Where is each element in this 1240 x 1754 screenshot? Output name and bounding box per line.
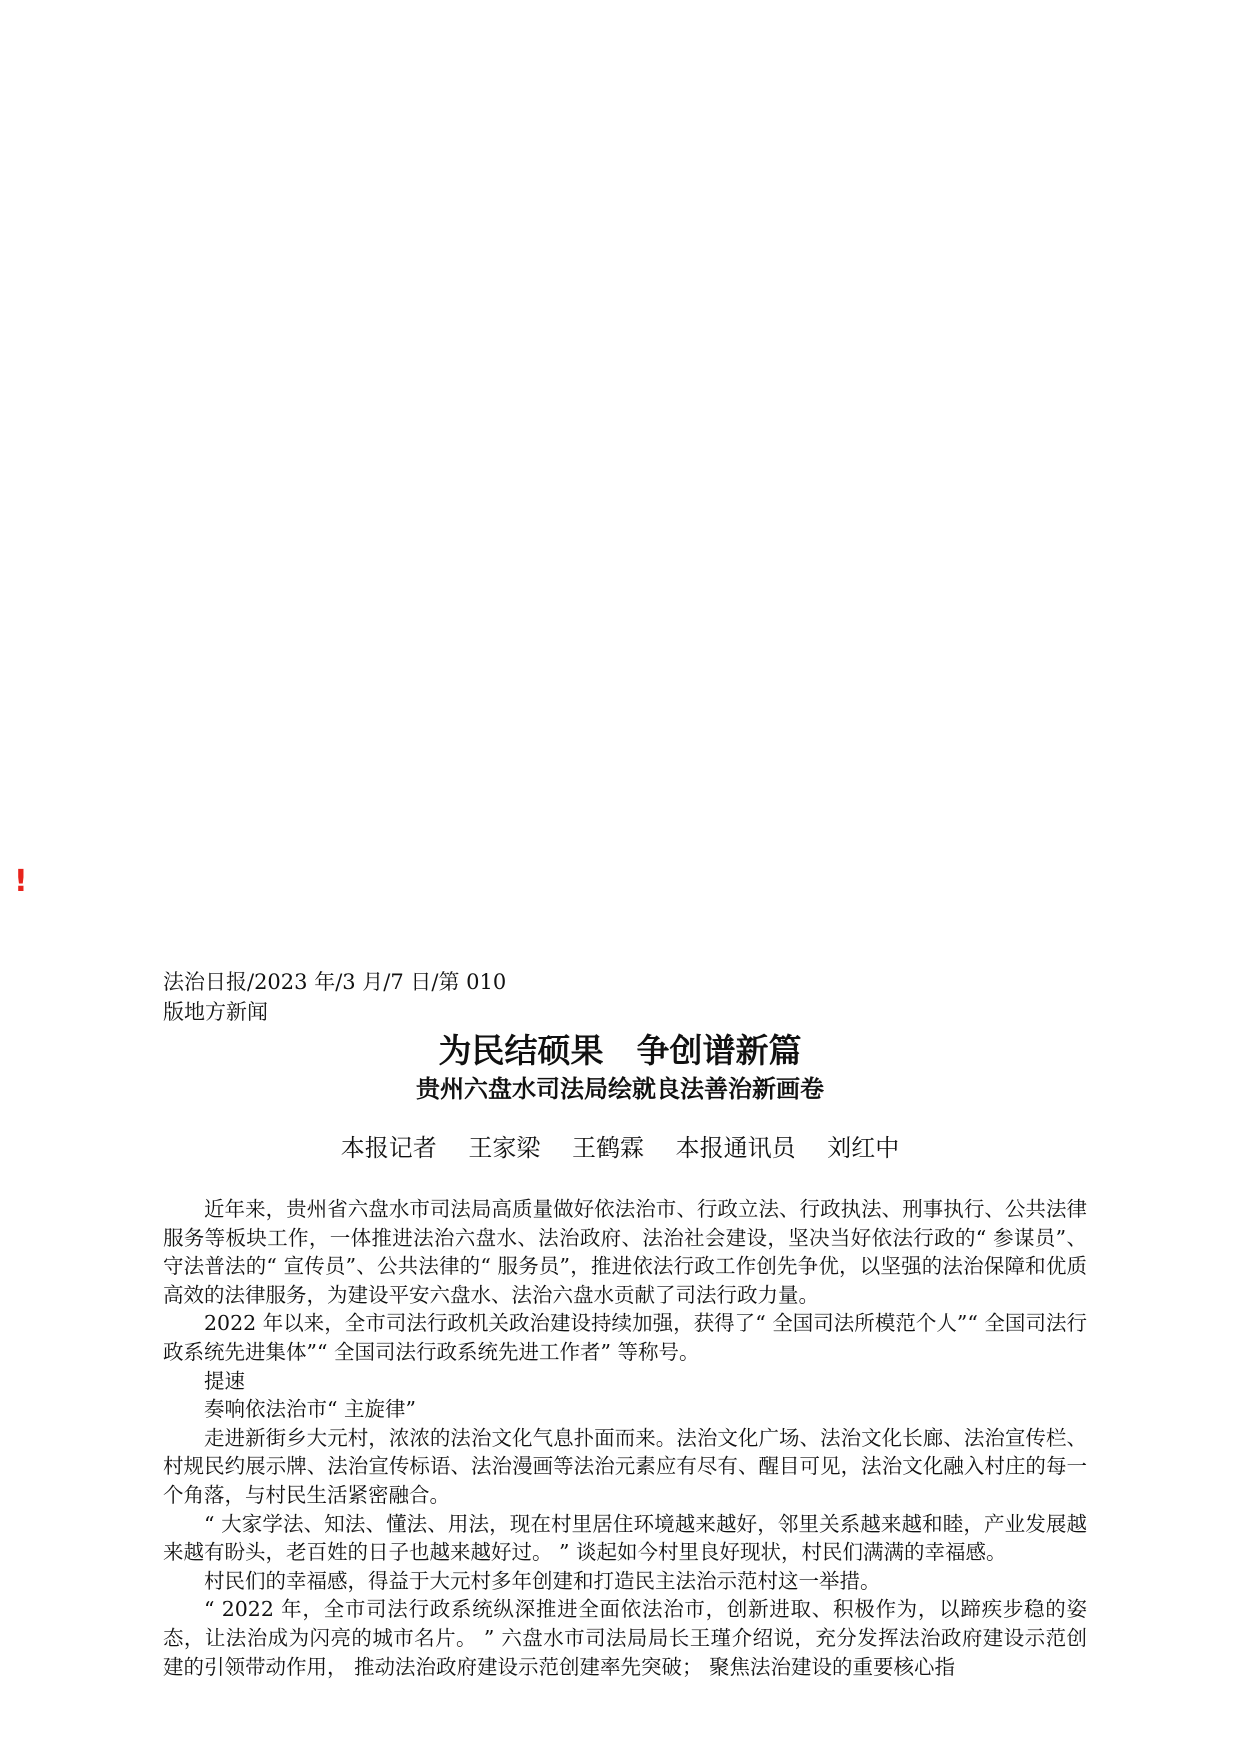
article-title: 为民结硕果 争创谱新篇 — [438, 1031, 802, 1070]
article-body — [163, 1195, 1087, 1681]
paragraph: “ 2022 年，全市司法行政系统纵深推进全面依法治市，创新进取、积极作为，以蹄疾步稳的姿态，让法治成为闪亮的城市名片。 ” 六盘水市司法局局长王瑾介绍说，充分发挥法治政府建设示范创建的引领带动作用， 推动法治政府建设示范创建率先突破； 聚焦法治建设的重要核心指 — [163, 1597, 1087, 1679]
paragraph: 村民们的幸福感，得益于大元村多年创建和打造民主法治示范村这一举措。 — [204, 1568, 881, 1593]
paragraph: “ 大家学法、知法、懂法、用法，现在村里居住环境越来越好，邻里关系越来越和睦，产业发展越来越有盼头，老百姓的日子也越来越好过。 ” 谈起如今村里良好现状，村民们满满的幸福感。 — [163, 1511, 1087, 1565]
byline: 本报记者 王家梁 王鹤霖 本报通讯员 刘红中 — [340, 1134, 900, 1162]
section-label: 提速 — [204, 1368, 245, 1393]
paragraph: 2022 年以来，全市司法行政机关政治建设持续加强，获得了“ 全国司法所模范个人”“ 全国司法行政系统先进集体”“ 全国司法行政系统先进工作者” 等称号。 — [163, 1311, 1087, 1364]
article-subtitle: 贵州六盘水司法局绘就良法善治新画卷 — [416, 1075, 824, 1103]
red-exclamation-mark: ! — [14, 864, 28, 899]
section-heading: 奏响依法治市“ 主旋律” — [204, 1397, 416, 1422]
paragraph: 近年来，贵州省六盘水市司法局高质量做好依法治市、行政立法、行政执法、刑事执行、公共法律服务等板块工作，一体推进法治六盘水、法治政府、法治社会建设，坚决当好依法行政的“ 参谋员”、守法普法的“ 宣传员”、公共法律的“ 服务员”，推进依法行政工作创先争优，以坚强的法治保障和优质高效的法律服务，为建设平安六盘水、法治六盘水贡献了司法行政力量。 — [163, 1197, 1087, 1307]
source-line: 法治日报/2023 年/3 月/7 日/第 010 版地方新闻 — [163, 970, 507, 1024]
paragraph: 走进新街乡大元村，浓浓的法治文化气息扑面而来。法治文化广场、法治文化长廊、法治宣传栏、村规民约展示牌、法治宣传标语、法治漫画等法治元素应有尽有、醒目可见，法治文化融入村庄的每一个角落，与村民生活紧密融合。 — [163, 1425, 1087, 1507]
